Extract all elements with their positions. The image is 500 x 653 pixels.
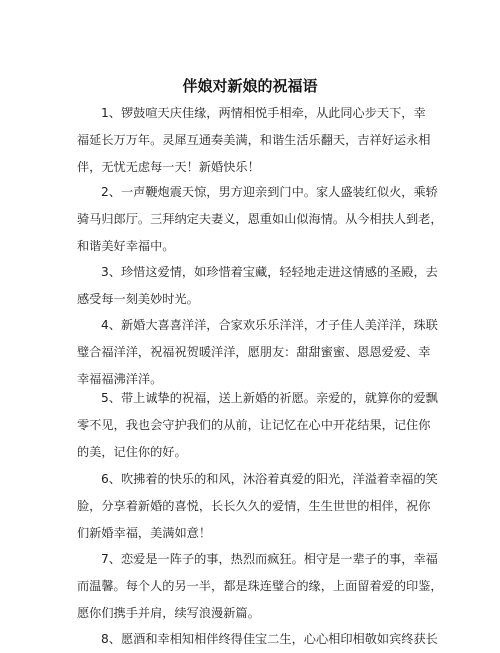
paragraph-line: 福延长万万年。灵犀互通奏美满，和谐生活乐翻天，吉祥好运永相 [77, 133, 431, 147]
paragraph-3 [77, 259, 438, 313]
paragraph-line: 5、带上诚挚的祝福，送上新婚的祈愿。亲爱的，就算你的爱飘 [101, 391, 438, 405]
paragraph-2 [77, 179, 443, 260]
paragraph-line: 3、珍惜这爱情，如珍惜着宝藏，轻轻地走进这情感的圣殿，去 [101, 265, 438, 279]
document-title: 伴娘对新娘的祝福语 [182, 77, 318, 95]
paragraph-line: 和谐美好幸福中。 [77, 239, 175, 253]
paragraph-6 [77, 466, 438, 547]
paragraph-line: 8、愿酒和幸相知相伴终得佳宝二生，心心相印相敬如宾终获长 [101, 632, 438, 646]
paragraph-line: 零不见，我也会守护我们的从前，让记忆在心中开花结果，记住你 [77, 418, 431, 432]
paragraph-line: 们新婚幸福，美满如意！ [77, 526, 212, 540]
paragraph-line: 6、吹拂着的快乐的和风，沐浴着真爱的阳光，洋溢着幸福的笑 [101, 472, 438, 486]
paragraph-line: 2、一声鞭炮震天惊，男方迎亲到门中。家人盛装红似火，乘轿 [101, 185, 438, 199]
paragraph-line: 脸，分享着新婚的喜悦，长长久久的爱情，生生世世的相伴，祝你 [77, 499, 431, 513]
paragraph-4 [77, 312, 438, 393]
paragraph-line: 幸福福沸洋洋。 [77, 372, 163, 386]
paragraph-line: 而温馨。每个人的另一半，都是珠连璧合的缘，上面留着爱的印鉴， [77, 579, 443, 593]
paragraph-7 [77, 546, 443, 627]
paragraph-line: 7、恋爱是一阵子的事，热烈而疯狂。相守是一辈子的事，幸福 [101, 552, 438, 566]
paragraph-line: 伴，无忧无虑每一天！新婚快乐！ [77, 160, 260, 174]
paragraph-line: 璧合福洋洋，祝福祝贺暖洋洋，愿朋友：甜甜蜜蜜、恩恩爱爱、幸 [77, 345, 431, 359]
paragraph-5 [77, 385, 438, 466]
paragraph-line: 4、新婚大喜喜洋洋，合家欢乐乐洋洋，才子佳人美洋洋，珠联 [101, 318, 438, 332]
paragraph-8 [77, 626, 438, 653]
paragraph-line: 1、锣鼓喧天庆佳缘，两情相悦手相牵，从此同心步天下，幸 [101, 106, 426, 120]
paragraph-line: 愿你们携手并肩，续写浪漫新篇。 [77, 606, 260, 620]
paragraph-line: 骑马归郎厅。三拜纳定夫妻义，恩重如山似海情。从今相扶人到老， [77, 212, 443, 226]
paragraph-line: 感受每一刻美妙时光。 [77, 292, 199, 306]
paragraph-1 [77, 100, 431, 181]
paragraph-line: 的美，记住你的好。 [77, 445, 187, 459]
